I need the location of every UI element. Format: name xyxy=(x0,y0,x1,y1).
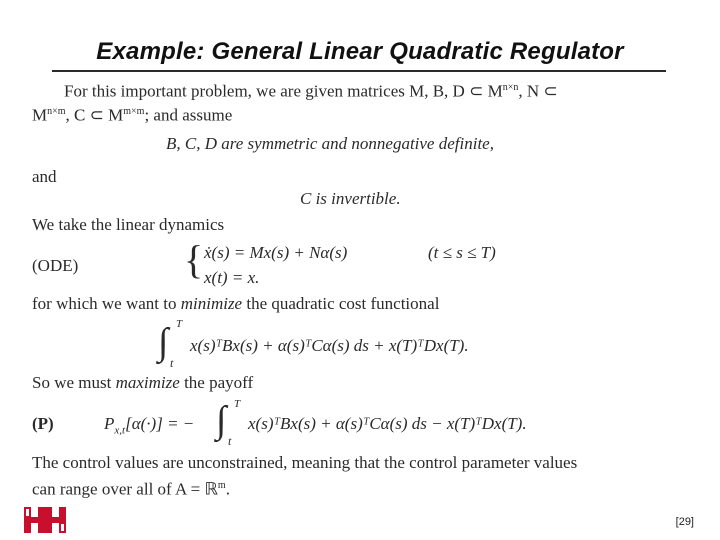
payoff-functional: x(s)ᵀBx(s) + α(s)ᵀCα(s) ds − x(T)ᵀDx(T). xyxy=(248,414,527,433)
maximize-intro-b: the payoff xyxy=(179,373,254,392)
cost-functional: x(s)ᵀBx(s) + α(s)ᵀCα(s) ds + x(T)ᵀDx(T). xyxy=(190,336,469,355)
integral-lower-cost: t xyxy=(170,356,174,370)
integral-upper-cost: T xyxy=(176,318,183,330)
payoff-p: P xyxy=(104,414,115,433)
payoff-label: (P) xyxy=(32,414,54,433)
title-underline xyxy=(52,70,666,72)
maximize-intro xyxy=(32,373,253,393)
payoff-argument: [α(·)] = − xyxy=(125,414,195,433)
integral-lower-payoff: t xyxy=(228,434,232,448)
integral-sign-payoff: ∫ xyxy=(216,399,227,441)
minimize-intro xyxy=(32,294,439,314)
intro-sup-1: n×n xyxy=(502,82,519,93)
minimize-word: minimize xyxy=(180,294,243,313)
closing-sup: m xyxy=(217,480,226,491)
payoff-lhs xyxy=(104,414,194,440)
intro-text-2c: ; and assume xyxy=(144,105,233,125)
page-number: [29] xyxy=(675,516,694,528)
ode-equation-2: x(t) = x. xyxy=(204,268,260,287)
ode-label: (ODE) xyxy=(32,256,79,275)
intro-text-1: For this important problem, we are given matrices M, B, D ⊂ M xyxy=(64,81,503,101)
condition-symmetric: B, C, D are symmetric and nonnegative definite, xyxy=(166,134,494,153)
ode-equation-1: ẋ(s) = Mx(s) + Nα(s) xyxy=(204,243,348,262)
minimize-intro-b: the quadratic cost functional xyxy=(242,294,440,313)
condition-invertible: C is invertible. xyxy=(300,189,401,208)
closing-text: can range over all of A = ℝ xyxy=(32,479,218,499)
slide-title: Example: General Linear Quadratic Regulator xyxy=(96,38,624,65)
intro-end-1: , N ⊂ xyxy=(518,81,558,101)
closing-line-2 xyxy=(32,476,230,500)
maximize-intro-a: So we must xyxy=(32,373,116,392)
closing-end: . xyxy=(225,479,230,499)
closing-line-1: The control values are unconstrained, meaning that the control parameter values xyxy=(32,453,578,472)
dynamics-intro: We take the linear dynamics xyxy=(32,215,225,234)
and-text: and xyxy=(32,167,57,186)
intro-sup-2a: n×m xyxy=(47,106,66,117)
intro-text-2a: M xyxy=(32,105,48,125)
intro-line-2 xyxy=(32,102,232,126)
intro-sup-2b: m×m xyxy=(123,106,145,117)
minimize-intro-a: for which we want to xyxy=(32,294,181,313)
integral-sign-cost: ∫ xyxy=(158,321,169,363)
ode-time-range: (t ≤ s ≤ T) xyxy=(428,243,496,262)
payoff-subscript: x,t xyxy=(114,424,126,437)
university-logo-icon xyxy=(24,505,68,540)
ode-brace: { xyxy=(184,237,204,282)
maximize-word: maximize xyxy=(115,373,180,392)
intro-text-2b: , C ⊂ M xyxy=(65,105,124,125)
intro-line-1 xyxy=(64,78,558,102)
integral-upper-payoff: T xyxy=(234,398,241,410)
